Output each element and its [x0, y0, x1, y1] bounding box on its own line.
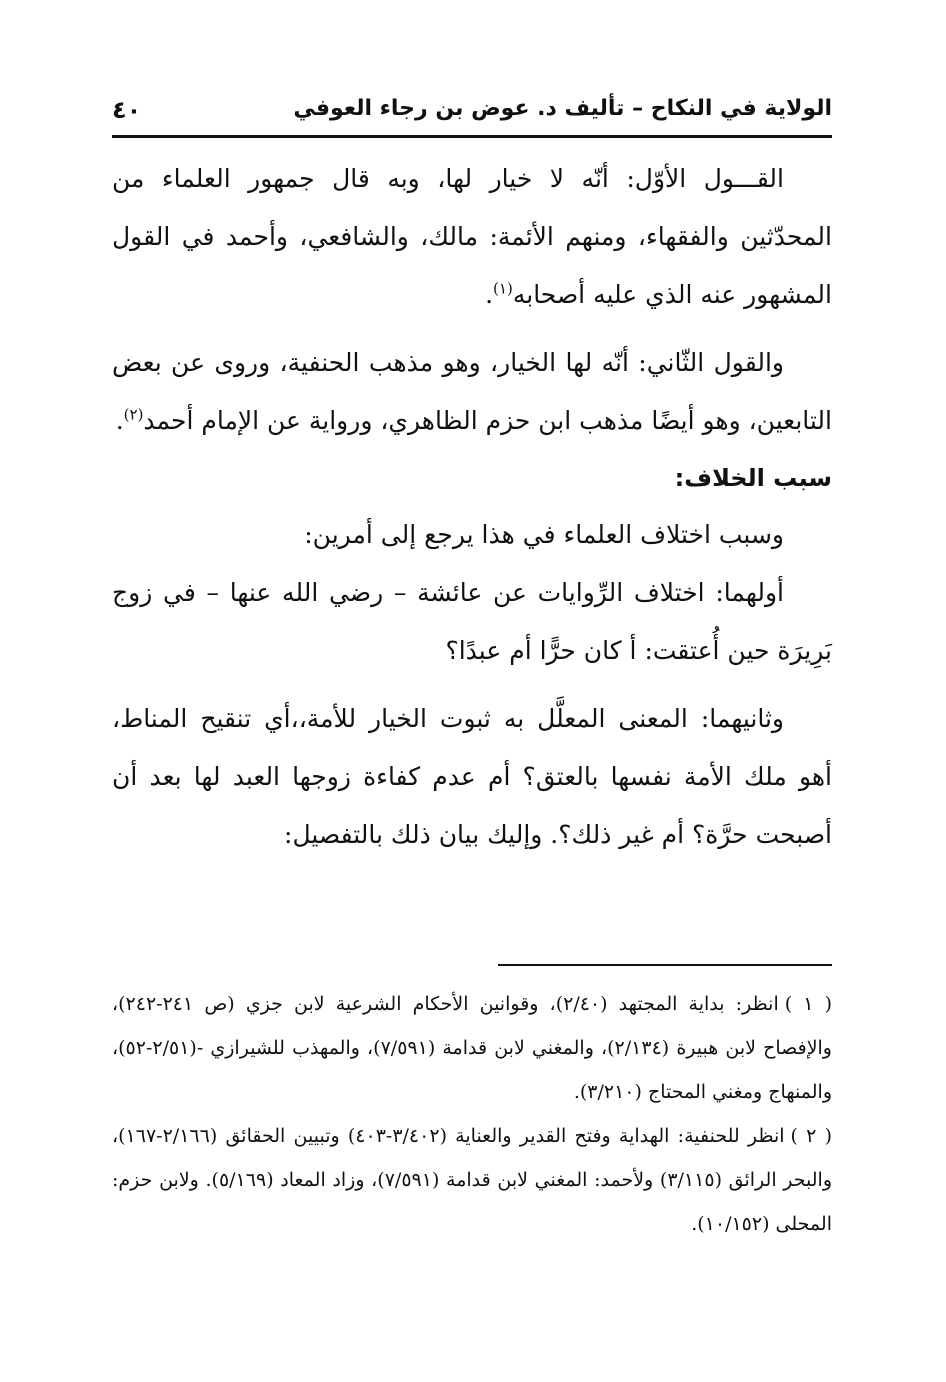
footnote-ref: (١) [493, 279, 513, 298]
footnote-text: انظر للحنفية: الهداية وفتح القدير والعناية (٣/٤٠٢-٤٠٣) وتبيين الحقائق (٢/١٦٦-١٦٧)، والبحر الرائق (٣/١١٥) ولأحمد: المغني لابن قدامة (٧/٥٩١)، وزاد المعاد (٥/١٦٩). ولابن حزم: المحلى (١٠/١٥٢). [112, 1125, 833, 1235]
paragraph-end: . [115, 406, 124, 435]
paragraph-text: والقول الثّاني: أنّه لها الخيار، وهو مذهب الحنفية، وروى عن بعض التابعين، وهو أيضًا مذهب ابن حزم الظاهري، ورواية عن الإمام أحمد [112, 348, 832, 435]
footnote-marker: ( ١ ) [784, 993, 832, 1015]
paragraph-second-reason: وثانيهما: المعنى المعلَّل به ثبوت الخيار للأمة،،أي تنقيح المناط، أهو ملك الأمة نفسها بالعتق؟ أم عدم كفاءة زوجها العبد لها بعد أن أصبحت حرَّة؟ أم غير ذلك؟. وإليك بيان ذلك بالتفصيل: [112, 704, 832, 849]
footnote-1 [112, 982, 832, 1114]
footnotes [112, 982, 832, 1246]
paragraph-first-reason: أولهما: اختلاف الرِّوايات عن عائشة – رضي الله عنها – في زوج بَرِيرَة حين أُعتقت: أ كان حرًّا أم عبدًا؟ [112, 578, 832, 665]
paragraph-text: القـــول الأوّل: أنّه لا خيار لها، وبه قال جمهور العلماء من المحدّثين والفقهاء، ومنهم الأئمة: مالك، والشافعي، وأحمد في القول المشهور عنه الذي عليه أصحابه [112, 164, 832, 309]
paragraph-first-opinion [112, 150, 832, 324]
book-title: الولاية في النكاح – تأليف د. عوض بن رجاء العوفي [293, 96, 832, 121]
paragraph-reason-intro: وسبب اختلاف العلماء في هذا يرجع إلى أمرين: [304, 520, 784, 549]
running-header [112, 88, 832, 132]
page-number: ٤٠ [112, 96, 142, 124]
footnote-2 [112, 1114, 832, 1246]
footnote-marker: ( ٢ ) [790, 1125, 832, 1147]
footnote-ref: (٢) [123, 405, 144, 424]
paragraph-second-opinion [112, 334, 832, 450]
main-text [112, 150, 832, 864]
paragraph-end: . [485, 280, 494, 309]
footnote-text: انظر: بداية المجتهد (٢/٤٠)، وقوانين الأحكام الشرعية لابن جزي (ص ٢٤١-٢٤٢)، والإفصاح لابن هبيرة (٢/١٣٤)، والمغني لابن قدامة (٧/٥٩١)، والمهذب للشيرازي -(٢/٥١-٥٢)، والمنهاج ومغني المحتاج (٣/٢١٠). [112, 993, 832, 1103]
header-rule [112, 135, 832, 138]
footnote-separator [498, 964, 832, 966]
section-heading: سبب الخلاف: [674, 464, 832, 492]
